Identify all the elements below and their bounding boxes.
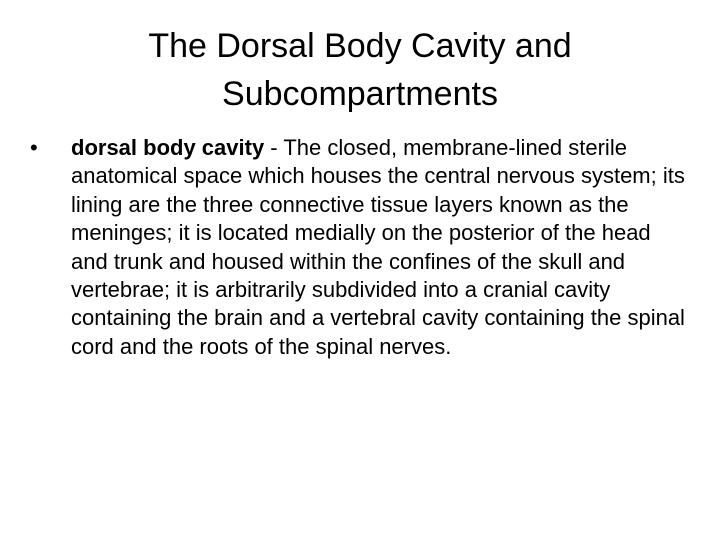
bullet-item — [30, 134, 690, 361]
slide-title-line-1: The Dorsal Body Cavity and — [148, 27, 572, 65]
slide-title-line-2: Subcompartments — [222, 75, 498, 113]
bullet-list — [30, 134, 690, 361]
slide-title — [40, 22, 680, 118]
bullet-term: dorsal body cavity — [71, 135, 265, 160]
bullet-definition: - The closed, membrane-lined sterile anatomical space which houses the central nervous system; its lining are the three connective tissue layers known as the meninges; it is located medially on the posterior of the head and trunk and housed within the confines of the skull and vertebrae; it is arbitrarily subdivided into a cranial cavity containing the brain and a vertebral cavity containing the spinal cord and the roots of the spinal nerves. — [71, 135, 685, 359]
bullet-icon: • — [30, 135, 38, 160]
